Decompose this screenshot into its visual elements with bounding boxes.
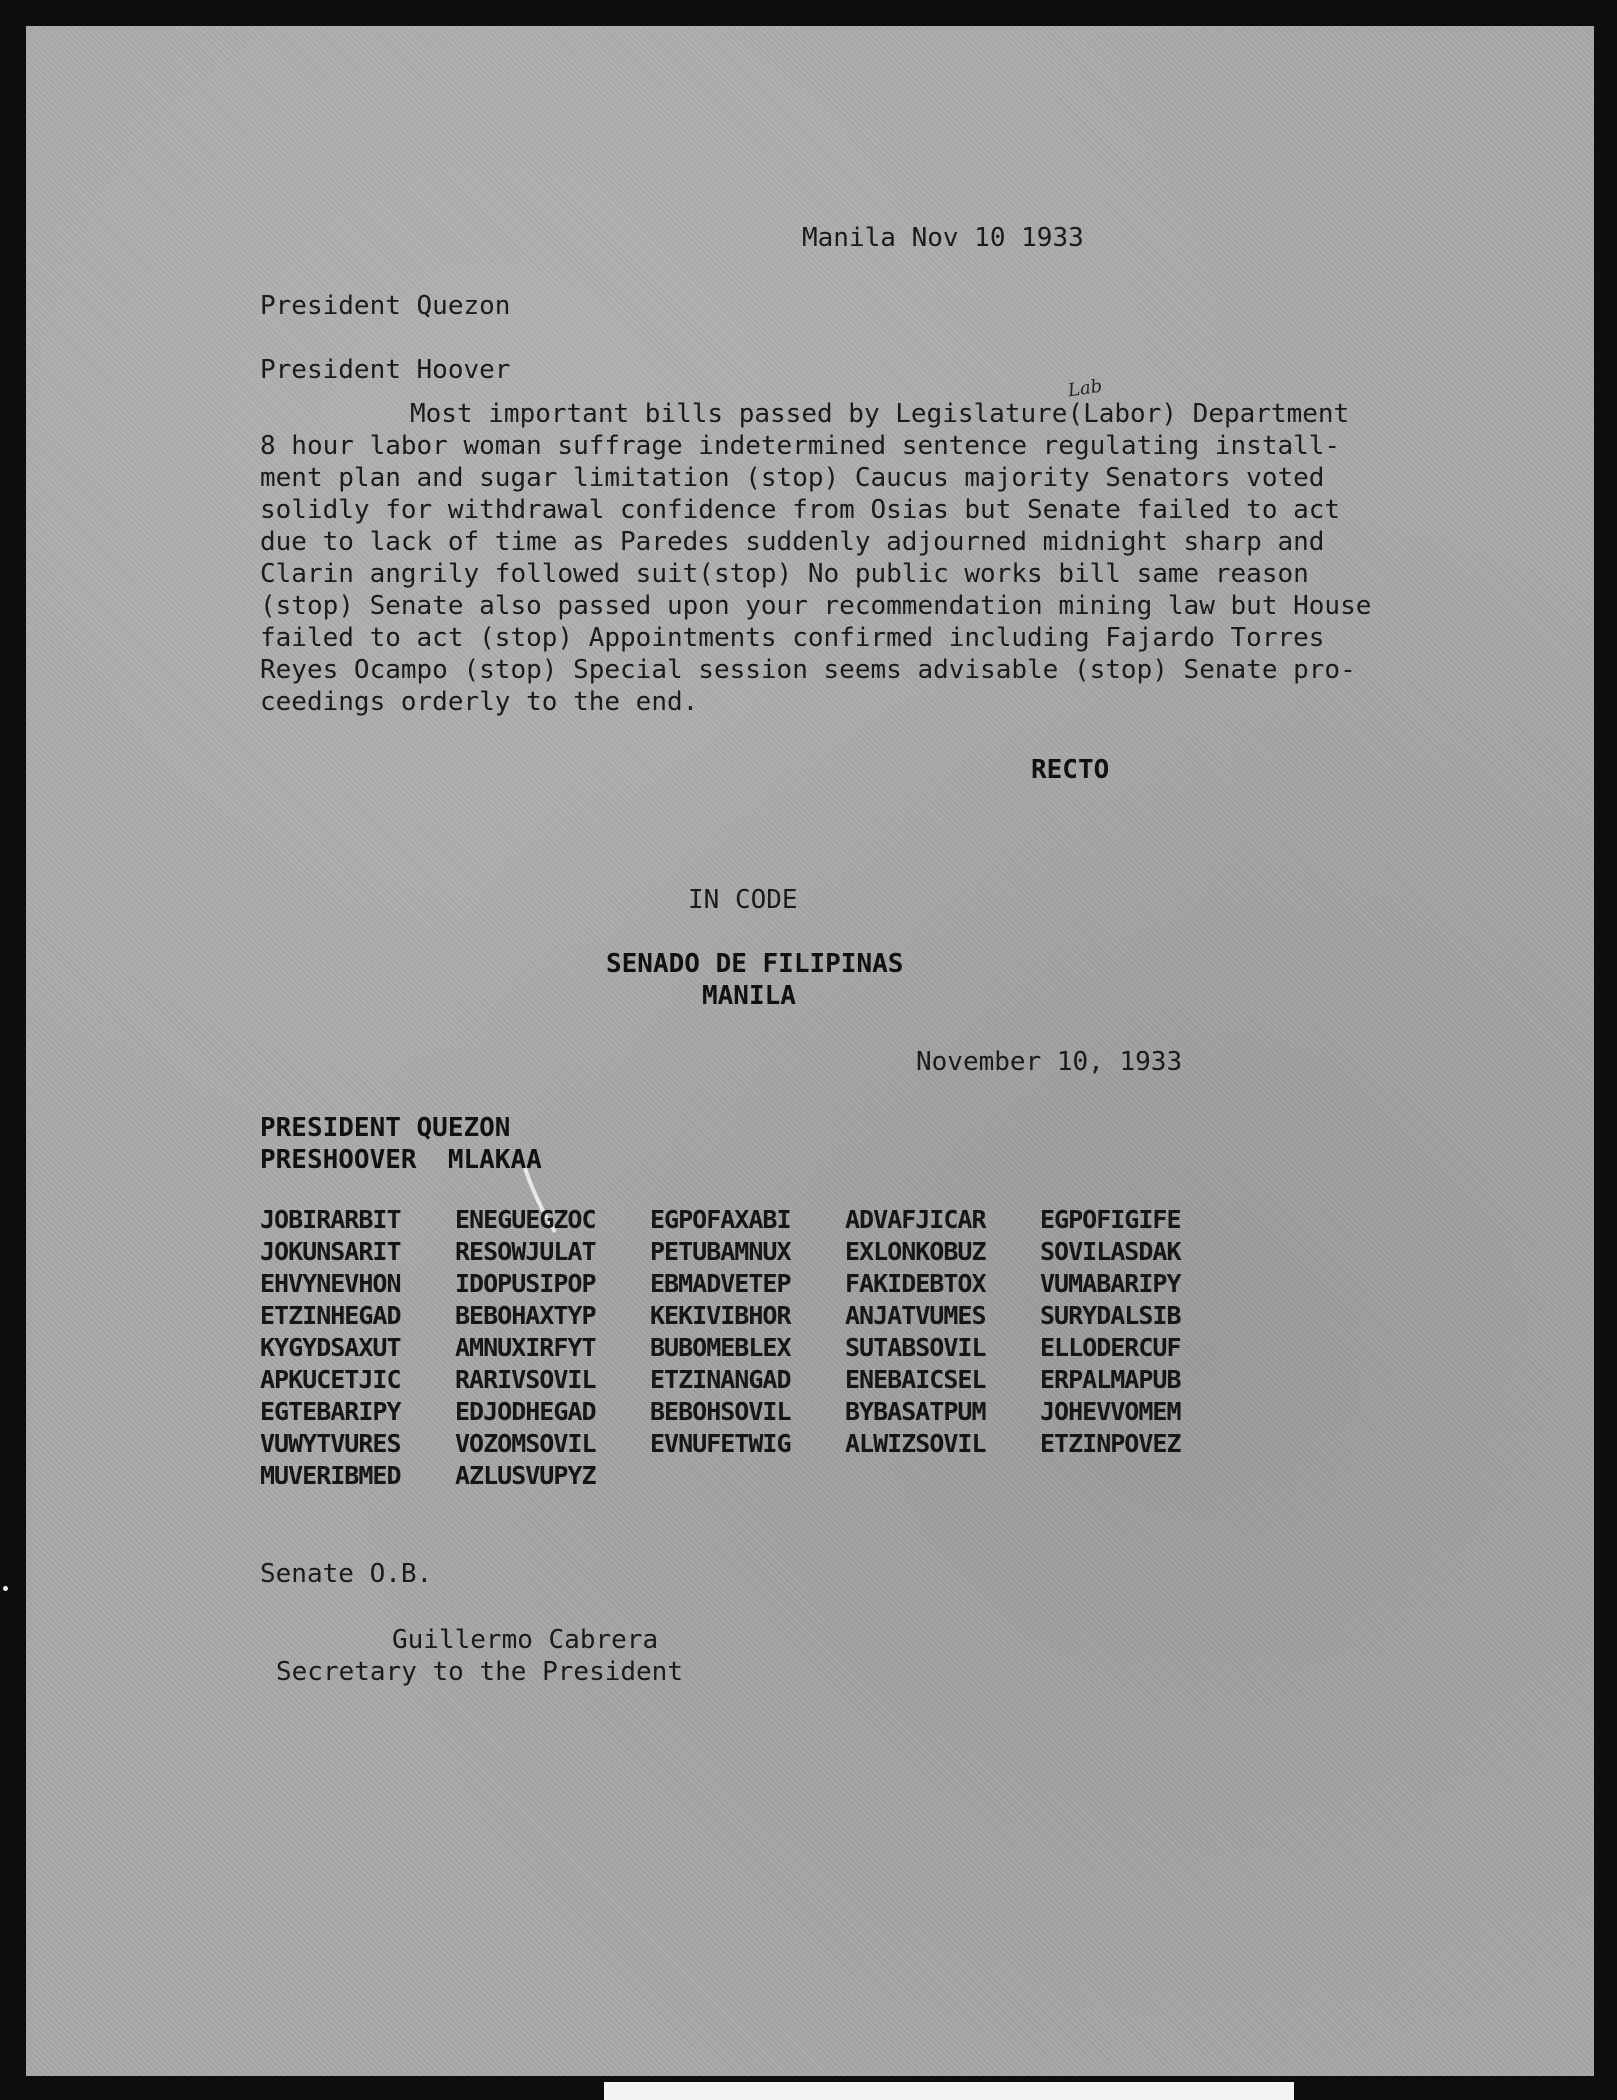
handwritten-correction: Lab [1066, 375, 1104, 402]
scanner-dot [3, 1586, 8, 1591]
code-group: EDJODHEGAD [455, 1397, 596, 1426]
code-group: EVNUFETWIG [650, 1429, 791, 1458]
code-group: JOBIRARBIT [260, 1205, 401, 1234]
code-group: EGPOFAXABI [650, 1205, 791, 1234]
message-line: Clarin angrily followed suit(stop) No public works bill same reason [260, 559, 1309, 589]
code-group: KYGYDSAXUT [260, 1333, 401, 1362]
code-group: APKUCETJIC [260, 1365, 401, 1394]
code-group-grid [260, 1204, 1235, 1492]
code-group: ETZINHEGAD [260, 1301, 401, 1330]
code-group: ELLODERCUF [1040, 1333, 1181, 1362]
code-group: IDOPUSIPOP [455, 1269, 596, 1298]
code-group: MUVERIBMED [260, 1461, 401, 1490]
message-line: Reyes Ocampo (stop) Special session seems advisable (stop) Senate pro- [260, 655, 1356, 685]
code-group: JOHEVVOMEM [1040, 1397, 1181, 1426]
message-line: failed to act (stop) Appointments confirmed including Fajardo Torres [260, 623, 1325, 653]
code-addressee-hoover: PRESHOOVER MLAKAA [260, 1145, 542, 1175]
code-group: ANJATVUMES [845, 1301, 986, 1330]
message-body [260, 398, 1460, 718]
message-line: (stop) Senate also passed upon your recommendation mining law but House [260, 591, 1372, 621]
code-group: AMNUXIRFYT [455, 1333, 596, 1362]
code-group: SOVILASDAK [1040, 1237, 1181, 1266]
addressee-quezon: President Quezon [260, 291, 511, 321]
dateline: Manila Nov 10 1933 [802, 223, 1084, 253]
scanner-edge-strip [604, 2082, 1294, 2100]
code-group: VUMABARIPY [1040, 1269, 1181, 1298]
addressee-hoover: President Hoover [260, 355, 511, 385]
message-line: Most important bills passed by Legislature(Labor) Department [410, 399, 1350, 429]
code-group: ERPALMAPUB [1040, 1365, 1181, 1394]
message-line: ment plan and sugar limitation (stop) Caucus majority Senators voted [260, 463, 1325, 493]
code-group: VOZOMSOVIL [455, 1429, 596, 1458]
code-group: RARIVSOVIL [455, 1365, 596, 1394]
message-line: ceedings orderly to the end. [260, 687, 699, 717]
in-code-label: IN CODE [688, 885, 798, 915]
message-line: due to lack of time as Paredes suddenly adjourned midnight sharp and [260, 527, 1325, 557]
code-group: ETZINANGAD [650, 1365, 791, 1394]
code-group: ENEBAICSEL [845, 1365, 986, 1394]
code-group: EHVYNEVHON [260, 1269, 401, 1298]
code-group: BUBOMEBLEX [650, 1333, 791, 1362]
signature-recto: RECTO [1031, 755, 1110, 785]
letterhead-senado: SENADO DE FILIPINAS [606, 949, 904, 979]
code-group: VUWYTVURES [260, 1429, 401, 1458]
code-group: JOKUNSARIT [260, 1237, 401, 1266]
code-group: ALWIZSOVIL [845, 1429, 986, 1458]
document-page [26, 26, 1594, 2076]
code-group: BEBOHAXTYP [455, 1301, 596, 1330]
signer-name: Guillermo Cabrera [392, 1625, 659, 1655]
code-group: SURYDALSIB [1040, 1301, 1181, 1330]
code-group: PETUBAMNUX [650, 1237, 791, 1266]
code-group: EBMADVETEP [650, 1269, 791, 1298]
code-group: BEBOHSOVIL [650, 1397, 791, 1426]
code-group: KEKIVIBHOR [650, 1301, 791, 1330]
message-line: 8 hour labor woman suffrage indetermined sentence regulating install- [260, 431, 1341, 461]
code-group: RESOWJULAT [455, 1237, 596, 1266]
code-group: EGTEBARIPY [260, 1397, 401, 1426]
code-group: BYBASATPUM [845, 1397, 986, 1426]
code-group: SUTABSOVIL [845, 1333, 986, 1362]
routing-note: Senate O.B. [260, 1559, 433, 1589]
code-addressee-quezon: PRESIDENT QUEZON [260, 1113, 511, 1143]
letterhead-manila: MANILA [702, 981, 796, 1011]
code-group: FAKIDEBTOX [845, 1269, 986, 1298]
code-group: ADVAFJICAR [845, 1205, 986, 1234]
code-group: AZLUSVUPYZ [455, 1461, 596, 1490]
code-group: EGPOFIGIFE [1040, 1205, 1181, 1234]
code-group: ENEGUEGZOC [455, 1205, 596, 1234]
message-line: solidly for withdrawal confidence from Osias but Senate failed to act [260, 495, 1341, 525]
code-group: EXLONKOBUZ [845, 1237, 986, 1266]
signer-title: Secretary to the President [276, 1657, 683, 1687]
code-date: November 10, 1933 [916, 1047, 1183, 1077]
code-group: ETZINPOVEZ [1040, 1429, 1181, 1458]
